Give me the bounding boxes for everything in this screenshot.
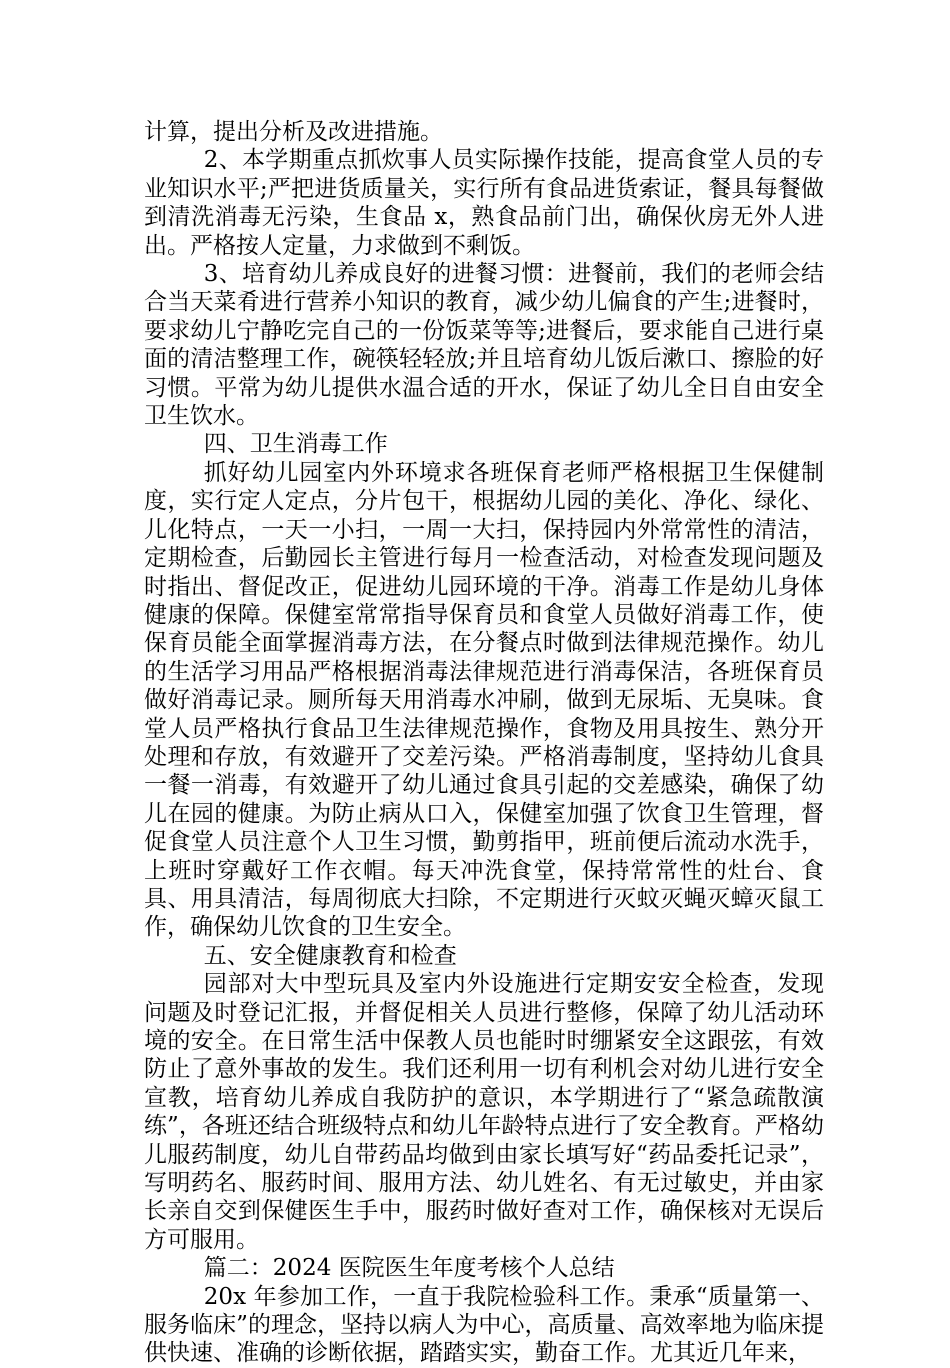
document-body [144, 118, 824, 1368]
article-title: 篇二：2024 医院医生年度考核个人总结 [203, 1255, 615, 1282]
paragraph-safety: 园部对大中型玩具及室内外设施进行定期安安全检查，发现问题及时登记汇报，并督促相关人员进行整修，保障了幼儿活动环境的安全。在日常生活中保教人员也能时时绷紧安全这跟弦，有效防止了意外事故的发生。我们还利用一切有利机会对幼儿进行安全宣教，培育幼儿养成自我防护的意识，本学期进行了“紧急疏散演练”，各班还结合班级特点和幼儿年龄特点进行了安全教育。严格幼儿服药制度，幼儿自带药品均做到由家长填写好“药品委托记录”，写明药名、服药时间、服用方法、幼儿姓名、有无过敏史，并由家长亲自交到保健医生手中，服药时做好查对工作，确保核对无误后方可服用。 [144, 971, 824, 1253]
paragraph-kitchen-skills: 2、本学期重点抓炊事人员实际操作技能，提高食堂人员的专业知识水平;严把进货质量关，实行所有食品进货索证，餐具每餐做到清洗消毒无污染，生食品 x，熟食品前门出，确保伙房无外人进出。严格按人定量，力求做到不剩饭。 [144, 147, 824, 259]
section-heading-safety: 五、安全健康教育和检查 [203, 942, 457, 969]
paragraph-eating-habits: 3、培育幼儿养成良好的进餐习惯：进餐前，我们的老师会结合当天菜肴进行营养小知识的教育，减少幼儿偏食的产生;进餐时，要求幼儿宁静吃完自己的一份饭菜等等;进餐后，要求能自己进行桌面的清洁整理工作，碗筷轻轻放;并且培育幼儿饭后漱口、擦脸的好习惯。平常为幼儿提供水温合适的开水，保证了幼儿全日自由安全卫生饮水。 [144, 261, 824, 430]
paragraph-hygiene: 抓好幼儿园室内外环境求各班保育老师严格根据卫生保健制度，实行定人定点，分片包干，根据幼儿园的美化、净化、绿化、儿化特点，一天一小扫，一周一大扫，保持园内外常常性的清洁，定期检查，后勤园长主管进行每月一检查活动，对检查发现问题及时指出、督促改正，促进幼儿园环境的干净。消毒工作是幼儿身体健康的保障。保健室常常指导保育员和食堂人员做好消毒工作，使保育员能全面掌握消毒方法，在分餐点时做到法律规范操作。幼儿的生活学习用品严格根据消毒法律规范进行消毒保洁，各班保育员做好消毒记录。厕所每天用消毒水冲刷，做到无尿垢、无臭味。食堂人员严格执行食品卫生法律规范操作，食物及用具按生、熟分开处理和存放，有效避开了交差污染。严格消毒制度，坚持幼儿食具一餐一消毒，有效避开了幼儿通过食具引起的交差感染，确保了幼儿在园的健康。为防止病从口入，保健室加强了饮食卫生管理，督促食堂人员注意个人卫生习惯，勤剪指甲，班前便后流动水洗手，上班时穿戴好工作衣帽。每天冲洗食堂，保持常常性的灶台、食具、用具清洁，每周彻底大扫除，不定期进行灭蚊灭蝇灭蟑灭鼠工作，确保幼儿饮食的卫生安全。 [144, 459, 824, 941]
paragraph-continuation: 计算，提出分析及改进措施。 [144, 119, 443, 145]
section-heading-hygiene: 四、卫生消毒工作 [203, 431, 388, 458]
paragraph-article-intro: 20x 年参加工作，一直于我院检验科工作。秉承“质量第一、服务临床”的理念，坚持以病人为中心，高质量、高效率地为临床提供快速、准确的诊断依据，踏踏实实，勤奋工作。尤其近几年来， [144, 1283, 824, 1367]
